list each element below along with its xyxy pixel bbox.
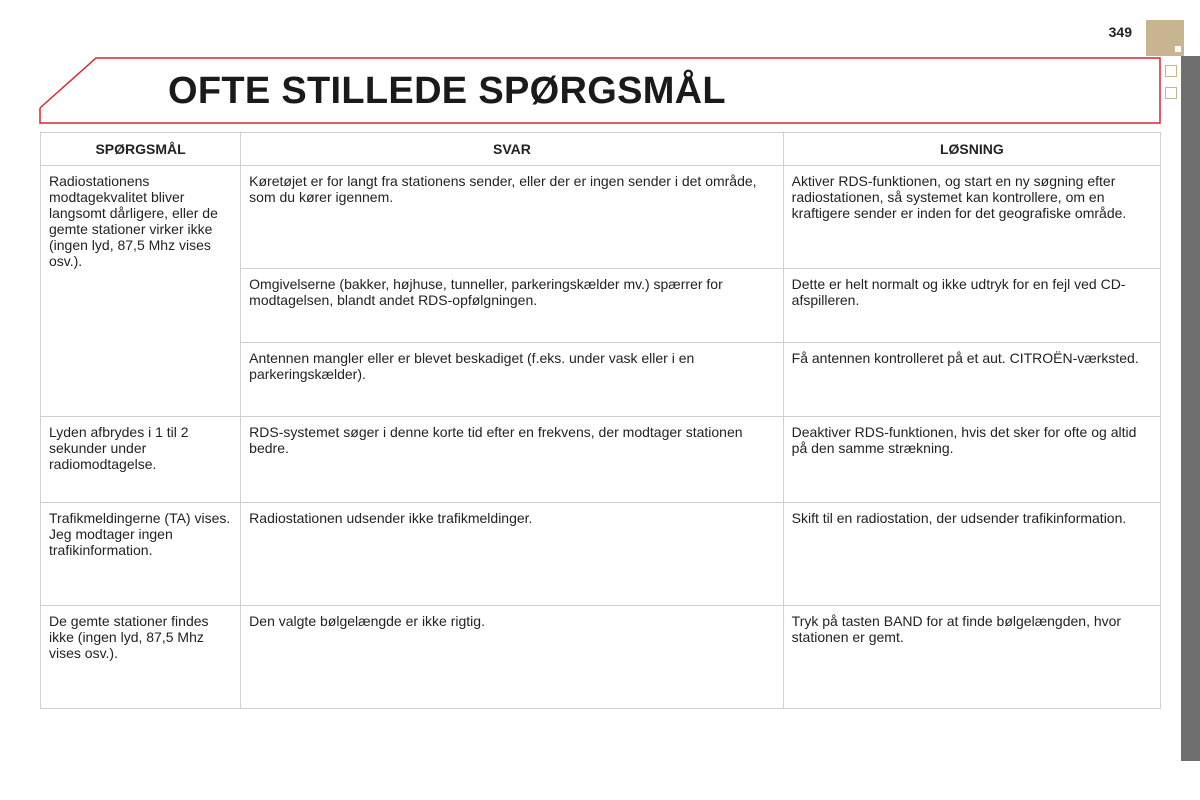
solution-cell: Dette er helt normalt og ikke udtryk for en fejl ved CD-afspilleren. — [783, 269, 1160, 343]
question-cell: Lyden afbrydes i 1 til 2 sekunder under radiomodtagelse. — [41, 417, 241, 503]
solution-cell: Få antennen kontrolleret på et aut. CITROËN-værksted. — [783, 343, 1160, 417]
solution-cell: Tryk på tasten BAND for at finde bølgelængden, hvor stationen er gemt. — [783, 606, 1160, 709]
answer-cell: Køretøjet er for langt fra stationens sender, eller der er ingen sender i det område, som du kører igennem. — [241, 166, 783, 269]
solution-cell: Deaktiver RDS-funktionen, hvis det sker for ofte og altid på den samme strækning. — [783, 417, 1160, 503]
header-answer: SVAR — [241, 133, 783, 166]
answer-cell: RDS-systemet søger i denne korte tid efter en frekvens, der modtager stationen bedre. — [241, 417, 783, 503]
question-cell: Radiostationens modtagekvalitet bliver langsomt dårligere, eller de gemte stationer virker ikke (ingen lyd, 87,5 Mhz vises osv.). — [41, 166, 241, 417]
page-number: 349 — [1108, 24, 1132, 40]
page-title: OFTE STILLEDE SPØRGSMÅL — [168, 70, 726, 112]
solution-cell: Aktiver RDS-funktionen, og start en ny søgning efter radiostationen, så systemet kan kontrollere, om en kraftigere sender er inden for det geografiske område. — [783, 166, 1160, 269]
solution-cell: Skift til en radiostation, der udsender trafikinformation. — [783, 503, 1160, 606]
table-row — [41, 166, 1161, 269]
question-cell: Trafikmeldingerne (TA) vises. Jeg modtager ingen trafikinformation. — [41, 503, 241, 606]
table-row — [41, 503, 1161, 606]
side-bar — [1181, 56, 1200, 761]
header-solution: LØSNING — [783, 133, 1160, 166]
answer-cell: Den valgte bølgelængde er ikke rigtig. — [241, 606, 783, 709]
table-row — [41, 606, 1161, 709]
answer-cell: Omgivelserne (bakker, højhuse, tunneller, parkeringskælder mv.) spærrer for modtagelsen, blandt andet RDS-opfølgningen. — [241, 269, 783, 343]
question-cell: De gemte stationer findes ikke (ingen lyd, 87,5 Mhz vises osv.). — [41, 606, 241, 709]
answer-cell: Radiostationen udsender ikke trafikmeldinger. — [241, 503, 783, 606]
answer-cell: Antennen mangler eller er blevet beskadiget (f.eks. under vask eller i en parkeringskælder). — [241, 343, 783, 417]
header-question: SPØRGSMÅL — [41, 133, 241, 166]
faq-table — [40, 132, 1161, 709]
table-header-row — [41, 133, 1161, 166]
table-row — [41, 417, 1161, 503]
